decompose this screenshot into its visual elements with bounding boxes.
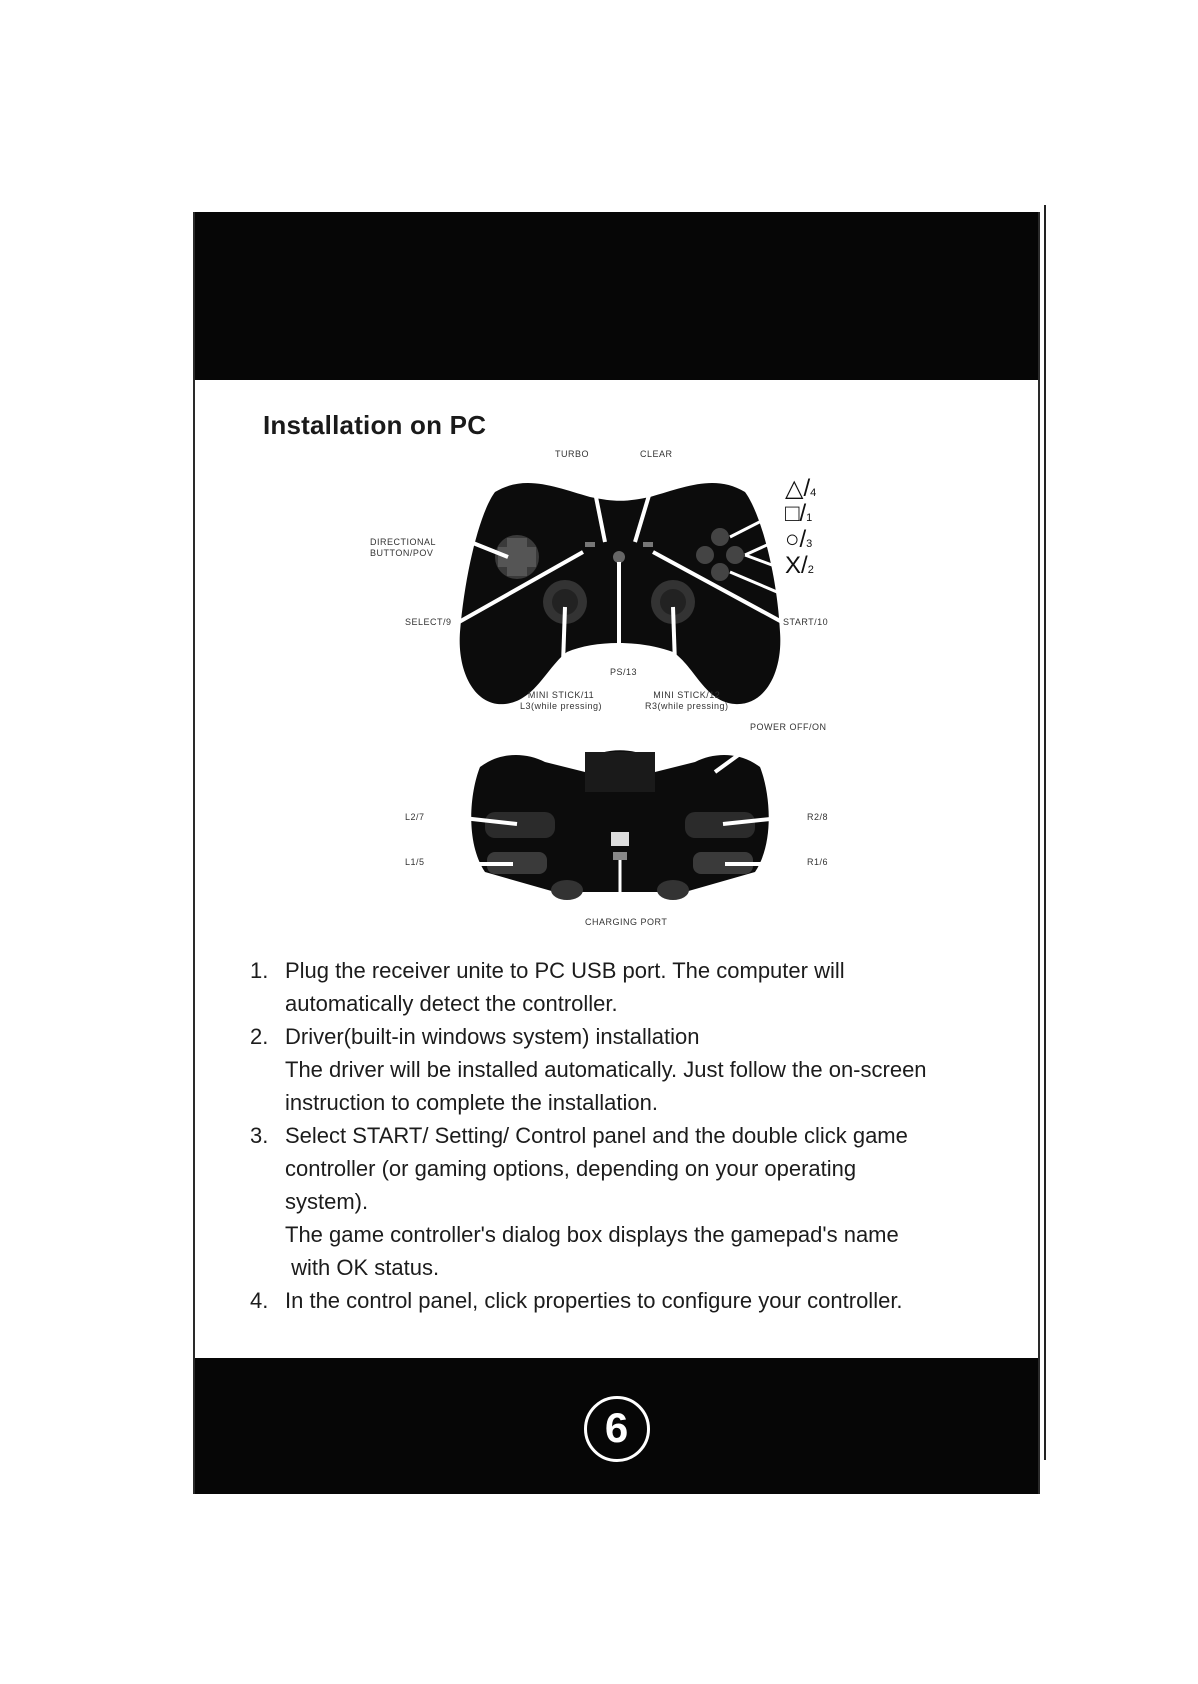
controller-diagram — [195, 212, 1038, 972]
square-icon: □/1 — [785, 500, 813, 527]
label-clear: CLEAR — [640, 449, 673, 459]
page-title: Installation on PC — [263, 410, 487, 440]
step-1: 1. Plug the receiver unite to PC USB port. The computer will automatically detect the controller. — [250, 958, 845, 1016]
step-4: 4. In the control panel, click properties to configure your controller. — [250, 1288, 903, 1313]
label-power: POWER OFF/ON — [750, 722, 827, 732]
label-directional: DIRECTIONAL BUTTON/POV — [370, 537, 437, 558]
installation-steps — [250, 954, 1010, 1317]
controller-top-image — [463, 732, 780, 902]
circle-icon: ○/3 — [785, 526, 813, 553]
manual-page — [193, 212, 1040, 1494]
label-mini-stick-right: MINI STICK/12 R3(while pressing) — [645, 690, 729, 711]
label-l1: L1/5 — [405, 857, 425, 867]
cross-icon: X/2 — [785, 552, 814, 579]
label-charging-port: CHARGING PORT — [585, 917, 668, 927]
label-l2: L2/7 — [405, 812, 425, 822]
label-select: SELECT/9 — [405, 617, 452, 627]
label-r2: R2/8 — [807, 812, 829, 822]
step-2: 2. Driver(built-in windows system) installation The driver will be installed automatically. Just follow the on-screen instruction to complete the installation. — [250, 1024, 927, 1115]
label-ps: PS/13 — [610, 667, 638, 677]
label-mini-stick-left: MINI STICK/11 L3(while pressing) — [520, 690, 603, 711]
label-turbo: TURBO — [555, 449, 589, 459]
page-number: 6 — [584, 1396, 650, 1462]
label-r1: R1/6 — [807, 857, 829, 867]
page-edge-line — [1044, 205, 1046, 1460]
step-3: 3. Select START/ Setting/ Control panel and the double click game controller (or gaming options, depending on your operating system). The game controller's dialog box displays the gamepad's name with OK status. — [250, 1123, 908, 1280]
footer-band — [195, 1358, 1038, 1494]
controller-illustrations — [195, 212, 1038, 972]
label-start: START/10 — [783, 617, 829, 627]
triangle-icon: △/4 — [785, 475, 817, 502]
